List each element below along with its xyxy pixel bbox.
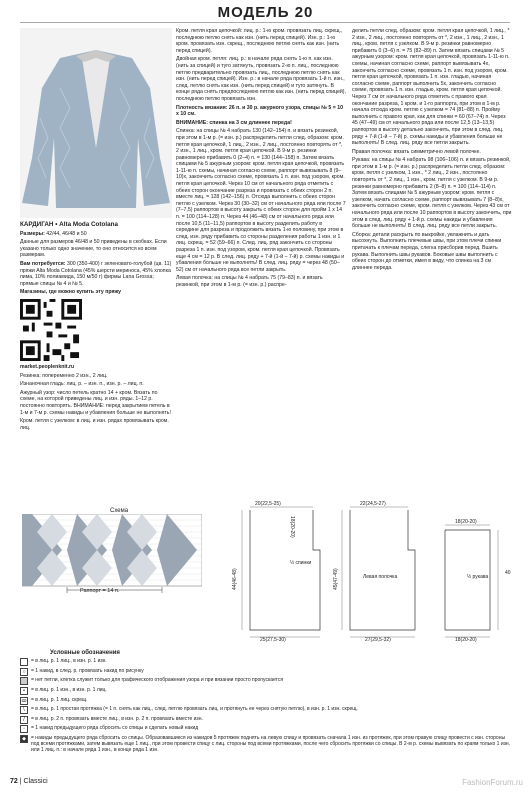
shop-label: Магазины, где можно купить эту пряжу bbox=[20, 289, 122, 296]
sleeve-top-dim: 18(20-20) bbox=[455, 519, 477, 525]
shop-url[interactable]: market.peoplenknit.ru bbox=[20, 363, 75, 370]
sizes bbox=[20, 231, 172, 238]
cardigan-photo bbox=[20, 28, 172, 218]
right-front: Правая полочка: вязать симметрично левой полочке. bbox=[352, 148, 481, 155]
assembly: Сборка: детали раскрыть по выкройке, увлажнить и дать высохнуть. Выполнить плечевые швы, при этом плечи спинки притачать к плечам переда, слегка присборив перед. Вшить рукава. Выполнить швы рукавов. Боковые швы выполнить с обеих сторон до отметки, имея в виду, что спинка на 3 см длиннее переда. bbox=[352, 231, 502, 271]
edge-stitch: Кром. петля с узелком: в лиц. и изн. рядах провязывать кром. лиц. bbox=[20, 418, 169, 431]
qr-code-icon[interactable] bbox=[20, 299, 82, 361]
sizes-note: Данные для размеров 46/48 и 50 приведены в скобках. Если указано только одно значение, то оно относится ко всем размерам. bbox=[20, 239, 167, 259]
rib-pattern: Резинка: попеременно 2 изн., 2 лиц. bbox=[20, 372, 108, 379]
front-bottom-dim: 27(29,5-32) bbox=[365, 637, 391, 643]
purl-symbol-icon: • bbox=[20, 687, 28, 695]
drop-yarn-over-symbol-icon: ◦ bbox=[20, 725, 28, 733]
sleeve-bottom-dim: 18(20-20) bbox=[455, 637, 477, 643]
legend-title: Условные обозначения bbox=[50, 650, 120, 656]
yarn-text: 300 (350-400) г зеленовато-голубой (цв. 11) пряжи Alta Moda Cotolana (45% шерсти мериноса, 45% хлопка пима, 10% полиамида, 150 м/50 г) фирмы Lana Grossa; прямые спицы № 4 и № 5. bbox=[20, 260, 172, 287]
page-title: МОДЕЛЬ 20 bbox=[217, 4, 314, 21]
front-top-dim: 22(24,5-27) bbox=[360, 501, 386, 507]
legend-item: = в лиц. р. 1 лиц., в изн. р. 1 изн. bbox=[20, 658, 512, 666]
legend-item: ○ = 1 накид, в след. р. провязать накид по рисунку bbox=[20, 668, 512, 676]
sizes-label: Размеры: bbox=[20, 230, 45, 237]
legend-item: = нет петли, клетка служит только для графического отображения узора и при вязании просто пропускается bbox=[20, 677, 512, 685]
sleeve-right-dim: 40 bbox=[505, 570, 511, 576]
instructions-column-2 bbox=[176, 28, 346, 291]
instructions-column-3 bbox=[352, 28, 512, 273]
watermark: FashionForum.ru bbox=[462, 778, 523, 787]
page-number: 72 bbox=[10, 778, 18, 785]
rapport-label: Раппорт = 14 п. bbox=[80, 588, 120, 594]
back-right-dim: 18(20-20) bbox=[289, 516, 295, 538]
schema-title: Схема bbox=[110, 508, 129, 514]
title-divider bbox=[20, 22, 510, 23]
sizes-value: 42/44, 46/48 и 50 bbox=[46, 230, 87, 237]
back-label: ½ спинки bbox=[290, 560, 312, 566]
legend-item: ◦ = 1 накид предыдущего ряда сбросить со спицы и сделать новый накид bbox=[20, 725, 512, 733]
garment-name: КАРДИГАН • Alta Moda Cotolana bbox=[20, 221, 118, 228]
no-stitch-symbol-icon bbox=[20, 677, 28, 685]
back-top-dim: 20(22,5-25) bbox=[255, 501, 281, 507]
legend bbox=[20, 650, 512, 755]
purl-pattern: Изнаночная гладь: лиц. р. – изн. п., изн. р. – лиц. п. bbox=[20, 381, 144, 388]
back-bottom-dim: 25(27,5-30) bbox=[260, 637, 286, 643]
page-footer: 72 | Classici bbox=[10, 778, 48, 785]
legend-item: ꝏ = в лиц. р. 1 лиц. скрещ. bbox=[21, 696, 88, 704]
left-front-start: Левая полочка: на спицы № 4 набрать 75 (79–83) п. и вязать резинкой, при этом в 1-м р. (= изн. р.) распре- bbox=[176, 275, 323, 288]
chain-edge: Кром. петля края цепочкой: лиц. р.: 1-ю кром. провязать лиц. скрещ., последнюю петлю снять как изн. (нить перед спицей). Изн. р.: 1-ю кром. провязать изн. скрещ., последнюю петлю снять как изн. (нить перед спицей). bbox=[176, 28, 343, 54]
yarn-block bbox=[20, 261, 172, 287]
legend-item: / = в лиц. р. 2 п. провязать вместе лиц., в изн. р. 2 п. провязать вместе изн. bbox=[20, 716, 512, 724]
density: Плотность вязания: 26 п. и 30 р. ажурного узора, спицы № 5 = 10 х 10 см. bbox=[176, 104, 343, 118]
double-edge: Двойная кром. петля: лиц. р.: в начале ряда снять 1-ю п. как изн. (нить за спицей) и туго затянуть, провязать 2-ю п. лиц., последнюю петлю предварительно провязать лиц., последнюю петлю снять как изн. (нить перед спицей). Изн. р.: в начале ряда провязать 1-й п. изн., след. петлю снять как изн. (нить перед спицей) и туго затянуть. В конце ряда снять предпоследнюю петлю как изн. (нить перед спицей), последнюю петлю провязать изн. bbox=[176, 56, 346, 102]
yarn-label: Вам потребуется: bbox=[20, 260, 66, 267]
knit-symbol-icon bbox=[20, 658, 28, 666]
magazine-name: Classici bbox=[23, 778, 48, 785]
left-front-continued: делить петли след. образом: кром. петля края цепочкой, 1 лиц., * 2 изн., 2 лиц., постоянно повторять от *, 2 изн., 1 лиц., 2 изн., 1 лиц., кром. петля с узелком. В 9-м р. резинки равномерно прибавить 0 (3–6) п. = 75 (82–89) п. Затем вязать спицами № 5 ажурным узором: кром. петля края цепочкой, провязать 1-11-ю п. схемы, начиная согласно схеме, раппорт вывязывать 4х, закончить согласно схеме, провязать 1 п. изн. под узором, кром. петля края цепочкой, провязать 1 п. изн. гладью, начиная согласно схеме, раппорт выполнить 5х, закончить согласно схеме, провязать 1 п. изн. гладью, кром. петля края цепочкой. Через 7 см от начального ряда отметить с правого края окончание разреза, 1 кром. и 1-го раппорта, при этом в 1-м р. начала отсюда кром. петлю с узелком = 74 (81–88) п. Пройму выполнить с правого края, как для спинки = 60 (67–74) п. Через 45 (47–49) см от начального ряда или после 12,5 (13–13,5) раппортов в высоту детально закончить, при этом в след. лиц. ряду + 7-й (1-й – 7-й) р. схемы накиды и убавления больше не выполнять! В след. лиц. ряду все петли закрыть. bbox=[352, 28, 510, 147]
shop-qr-block bbox=[20, 299, 172, 361]
legend-item: \ = в лиц. р. 1 простая протяжка (= 1 п. снять как лиц., след. петлю провязать лиц. и протянуть ее через снятую петлю), в изн. р. 1 изн. скрещ. bbox=[20, 706, 512, 714]
lace-pattern: Ажурный узор: число петель кратно 14 + кром. Вязать по схеме, на которой приведены лиц. и изн. ряды. 1–12 р. постоянно повторять. ВНИМАНИЕ: перед закрытием петель в 1-м и 7-м р. схемы накиды и убавления больше не выполнять! bbox=[20, 389, 171, 416]
legend-item: ◆ = накиды предыдущего ряда сбросить со спицы. Образовавшиеся из накидов 5 протяжек поднять на левую спицу и провязать сначала 1 изн. из протяжек, при этом правую спицу провести с изн. стороны под всеми протяжками, затем вывязать еще 1 лиц., при этом провести спицу с лиц. стороны под всеми протяжками, после чего сбросить протяжки со спицы. В 2-м р. схемы вывязать по краям только 1 изн. или 1 лиц. п.: в начале ряда 1 изн., в конце ряда 1 изн. bbox=[20, 735, 512, 754]
legend-item: • = в лиц. р. 1 изн., в изн. р. 1 лиц. bbox=[20, 687, 512, 695]
cluster-symbol-icon: ◆ bbox=[20, 735, 28, 743]
back-side-dim: 44(46-48) bbox=[232, 568, 238, 590]
k2tog-symbol-icon: / bbox=[20, 716, 28, 724]
front-side-dim: 45(47-49) bbox=[333, 568, 339, 590]
yarn-over-symbol-icon: ○ bbox=[20, 668, 28, 676]
back-instructions: Спинка: на спицы № 4 набрать 130 (142–154) п. и вязать резинкой, при этом в 1-м р. (= изн. р.) распределить петли след. образом: кром. петля края цепочкой, 1 лиц., 2 изн., 2 лиц., постоянно повторять от *, 2 изн., 1 лиц., кром. петля края цепочкой. В 9-м р. резинки равномерно прибавить 0 (2–4) п. = 130 (144–158) п. Затем вязать спицами № 5 ажурным узором: кром. петля края цепочкой, провязать 1-11-ю п. схемы, начиная согласно схеме, раппорт вывязывать 8 (9–10)х, закончить согласно схеме, провязать 1 п. изн. под узором, кром. петля края цепочкой. Через 10 см от начального ряда отметить с обеих сторон окончание разреза и провязать с обеих сторон 2 п. вместе лиц. = 128 (142–156) п. Отсюда выполнить с обеих сторон петлю с узелком. Через 30 (30–32) см от начального ряда или после 7 (7–7,5) раппортов в высоту закрыть с обеих сторон для пройм 1 х 14 п. = 100 (114–128) п. Через 44 (46–48) см от начального ряда или после 10,5 (11–11,5) раппортов в высоту разделить работу в середине для разреза и продолжить вязать 1-ю половину, при этом в след. изн. ряду прибавить со стороны разделения работы 1 изн. и 1 лиц. скрещ. = 52 (59–66) п. След. лиц. ряд закончить со стороны разреза 1 п. изн. под узором, кром. петля края цепочкой. Провязать еще 4 см = 12 р. В след. лиц. ряду + 7-й (1-й – 7-й) р. схемы накиды и убавления больше не выполнять! В след. лиц. ряду = через 48 (50–52) см от начального ряда все петли закрыть. bbox=[176, 128, 346, 273]
front-label: Левая полочка bbox=[363, 574, 398, 580]
twisted-knit-symbol-icon: ꝏ bbox=[21, 697, 27, 704]
sleeve-label: ½ рукава bbox=[467, 574, 489, 580]
slip-knit-pass-symbol-icon: \ bbox=[20, 706, 28, 714]
sleeves: Рукава: на спицы № 4 набрать 98 (106–106) п. и вязать резинкой, при этом в 1-м р. (= изн. р.) распределить петли след. образом: кром. петля с узелком, 1 изн., * 2 лиц., 2 изн., постоянно повторять от *, 2 лиц., 1 изн., кром. петля с узелком. В 9-м р. резинки равномерно прибавить 2 (8–8) п. = 100 (114–114) п. Затем вязать спицами № 5 ажурным узором: кром. петля с узелком, начать согласно схеме, раппорт вывязывать 7 (8–8)х, закончить согласно схеме, кром. петля с узелком. Через 43 см от начального ряда или после 10 раппортов в высоту закончить, при этом в след. лиц. ряду + 1-й р. схемы накиды и убавления больше не выполнять! В след. лиц. ряду все петли закрыть. bbox=[352, 157, 512, 230]
intro-column bbox=[20, 222, 172, 433]
attention-note: ВНИМАНИЕ: спинка на 3 см длиннее переда! bbox=[176, 119, 292, 126]
